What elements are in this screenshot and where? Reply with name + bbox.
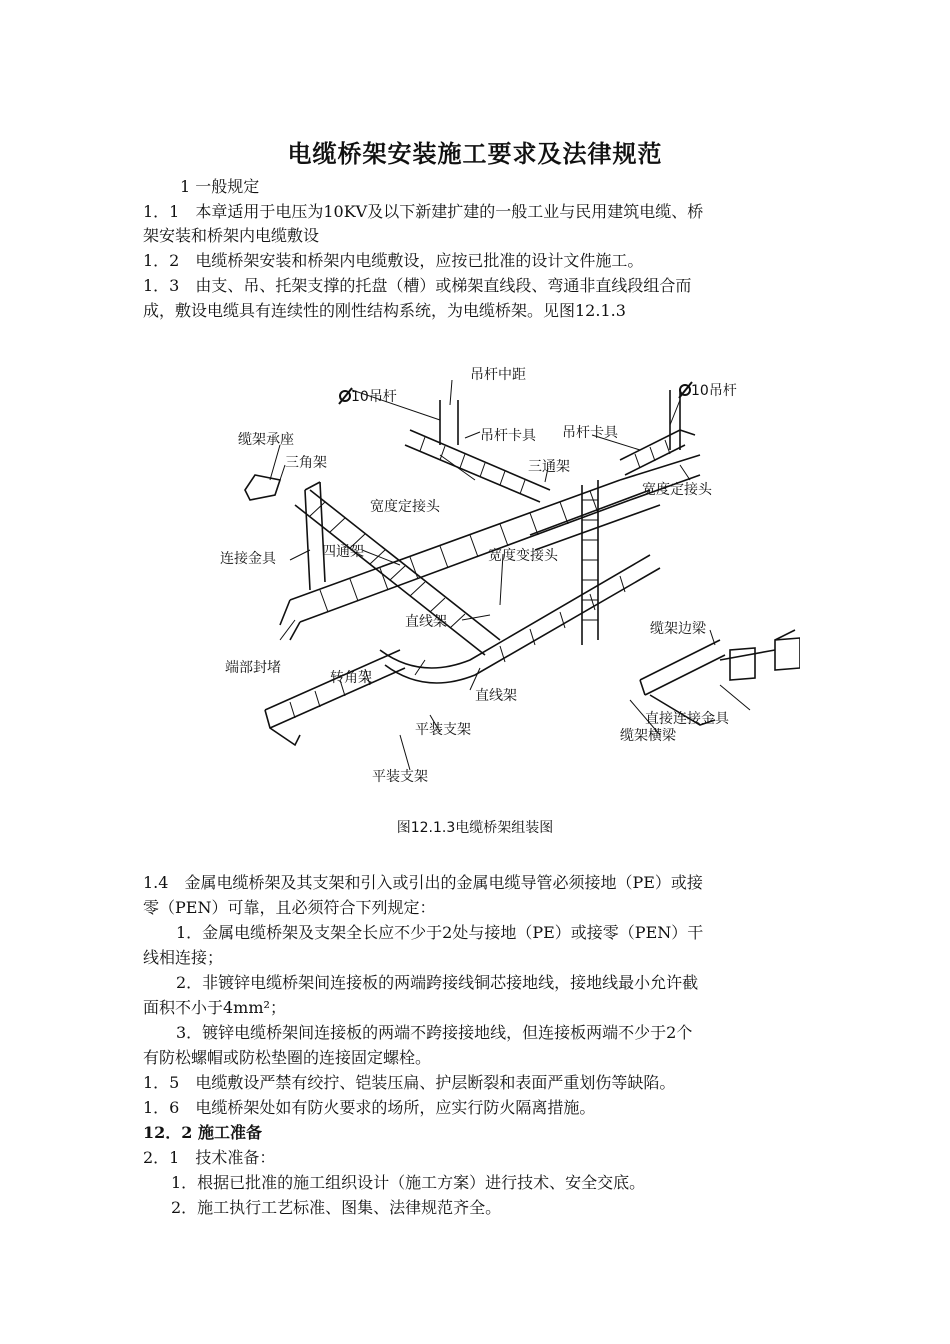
list-item-1-line-2: 线相连接； xyxy=(143,948,224,967)
label-connector: 连接金具 xyxy=(220,551,276,567)
paragraph-1-5: 1．5 电缆敷设严禁有绞拧、铠装压扁、护层断裂和表面严重划伤等缺陷。 xyxy=(143,1073,676,1092)
label-cross-beam: 缆架横梁 xyxy=(620,728,676,744)
list-item-1-line-1: 1．金属电缆桥架及支架全长应不少于2处与接地（PE）或接零（PEN）干 xyxy=(160,923,704,942)
label-cross: 四通架 xyxy=(322,544,364,560)
label-flat-bracket-2: 平装支架 xyxy=(372,769,428,785)
list-item-3-line-2: 有防松螺帽或防松垫圈的连接固定螺栓。 xyxy=(143,1048,432,1067)
paragraph-1-4-line-2: 零（PEN）可靠，且必须符合下列规定： xyxy=(143,898,436,917)
label-straight-2: 直线架 xyxy=(475,688,517,704)
paragraph-1-1-line-2: 架安装和桥架内电缆敷设 xyxy=(143,226,320,245)
label-rod-right: 10吊杆 xyxy=(691,383,737,399)
paragraph-1-3-line-2: 成，敷设电缆具有连续性的刚性结构系统，为电缆桥架。见图12.1.3 xyxy=(143,301,626,320)
cable-tray-assembly-figure xyxy=(200,350,800,795)
label-straight-1: 直线架 xyxy=(405,614,447,630)
label-tee: 三通架 xyxy=(528,459,570,475)
label-flat-bracket-1: 平装支架 xyxy=(415,722,471,738)
section-heading-preparation: 12．2 施工准备 xyxy=(143,1123,262,1142)
list-item-3-line-1: 3．镀锌电缆桥架间连接板的两端不跨接接地线，但连接板两端不少于2个 xyxy=(160,1023,693,1042)
label-edge-beam: 缆架边梁 xyxy=(650,621,706,637)
label-triangle-bracket: 三角架 xyxy=(285,455,327,471)
label-rod-clamp-1: 吊杆卡具 xyxy=(480,428,536,444)
list-item-2-1-1: 1．根据已批准的施工组织设计（施工方案）进行技术、安全交底。 xyxy=(155,1173,646,1192)
label-width-fixed-joint-1: 宽度定接头 xyxy=(370,499,440,515)
label-corner: 转角架 xyxy=(330,670,372,686)
label-rod-left: 10吊杆 xyxy=(351,389,397,405)
paragraph-1-2: 1．2 电缆桥架安装和桥架内电缆敷设，应按已批准的设计文件施工。 xyxy=(143,251,644,270)
label-tray-seat: 缆架承座 xyxy=(238,432,294,448)
label-end-cap: 端部封堵 xyxy=(225,660,281,676)
label-rod-spacing: 吊杆中距 xyxy=(470,367,526,383)
label-direct-connector: 直接连接金具 xyxy=(645,711,729,727)
list-item-2-line-1: 2．非镀锌电缆桥架间连接板的两端跨接线铜芯接地线，接地线最小允许截 xyxy=(160,973,699,992)
paragraph-1-3-line-1: 1．3 由支、吊、托架支撑的托盘（槽）或梯架直线段、弯通非直线段组合而 xyxy=(143,276,692,295)
label-rod-clamp-2: 吊杆卡具 xyxy=(562,425,618,441)
label-width-variable-joint: 宽度变接头 xyxy=(488,548,558,564)
section-heading-general: 1 一般规定 xyxy=(180,177,260,196)
paragraph-1-1-line-1: 1．1 本章适用于电压为10KV及以下新建扩建的一般工业与民用建筑电缆、桥 xyxy=(143,202,704,221)
paragraph-1-6: 1．6 电缆桥架处如有防火要求的场所，应实行防火隔离措施。 xyxy=(143,1098,596,1117)
label-width-fixed-joint-2: 宽度定接头 xyxy=(642,482,712,498)
paragraph-2-1: 2．1 技术准备： xyxy=(143,1148,276,1167)
paragraph-1-4-line-1: 1.4 金属电缆桥架及其支架和引入或引出的金属电缆导管必须接地（PE）或接 xyxy=(143,873,703,892)
page-title: 电缆桥架安装施工要求及法律规范 xyxy=(287,140,663,168)
list-item-2-line-2: 面积不小于4mm²； xyxy=(143,998,286,1017)
list-item-2-1-2: 2．施工执行工艺标准、图集、法律规范齐全。 xyxy=(155,1198,502,1217)
figure-caption: 图12.1.3电缆桥架组装图 xyxy=(396,820,554,836)
